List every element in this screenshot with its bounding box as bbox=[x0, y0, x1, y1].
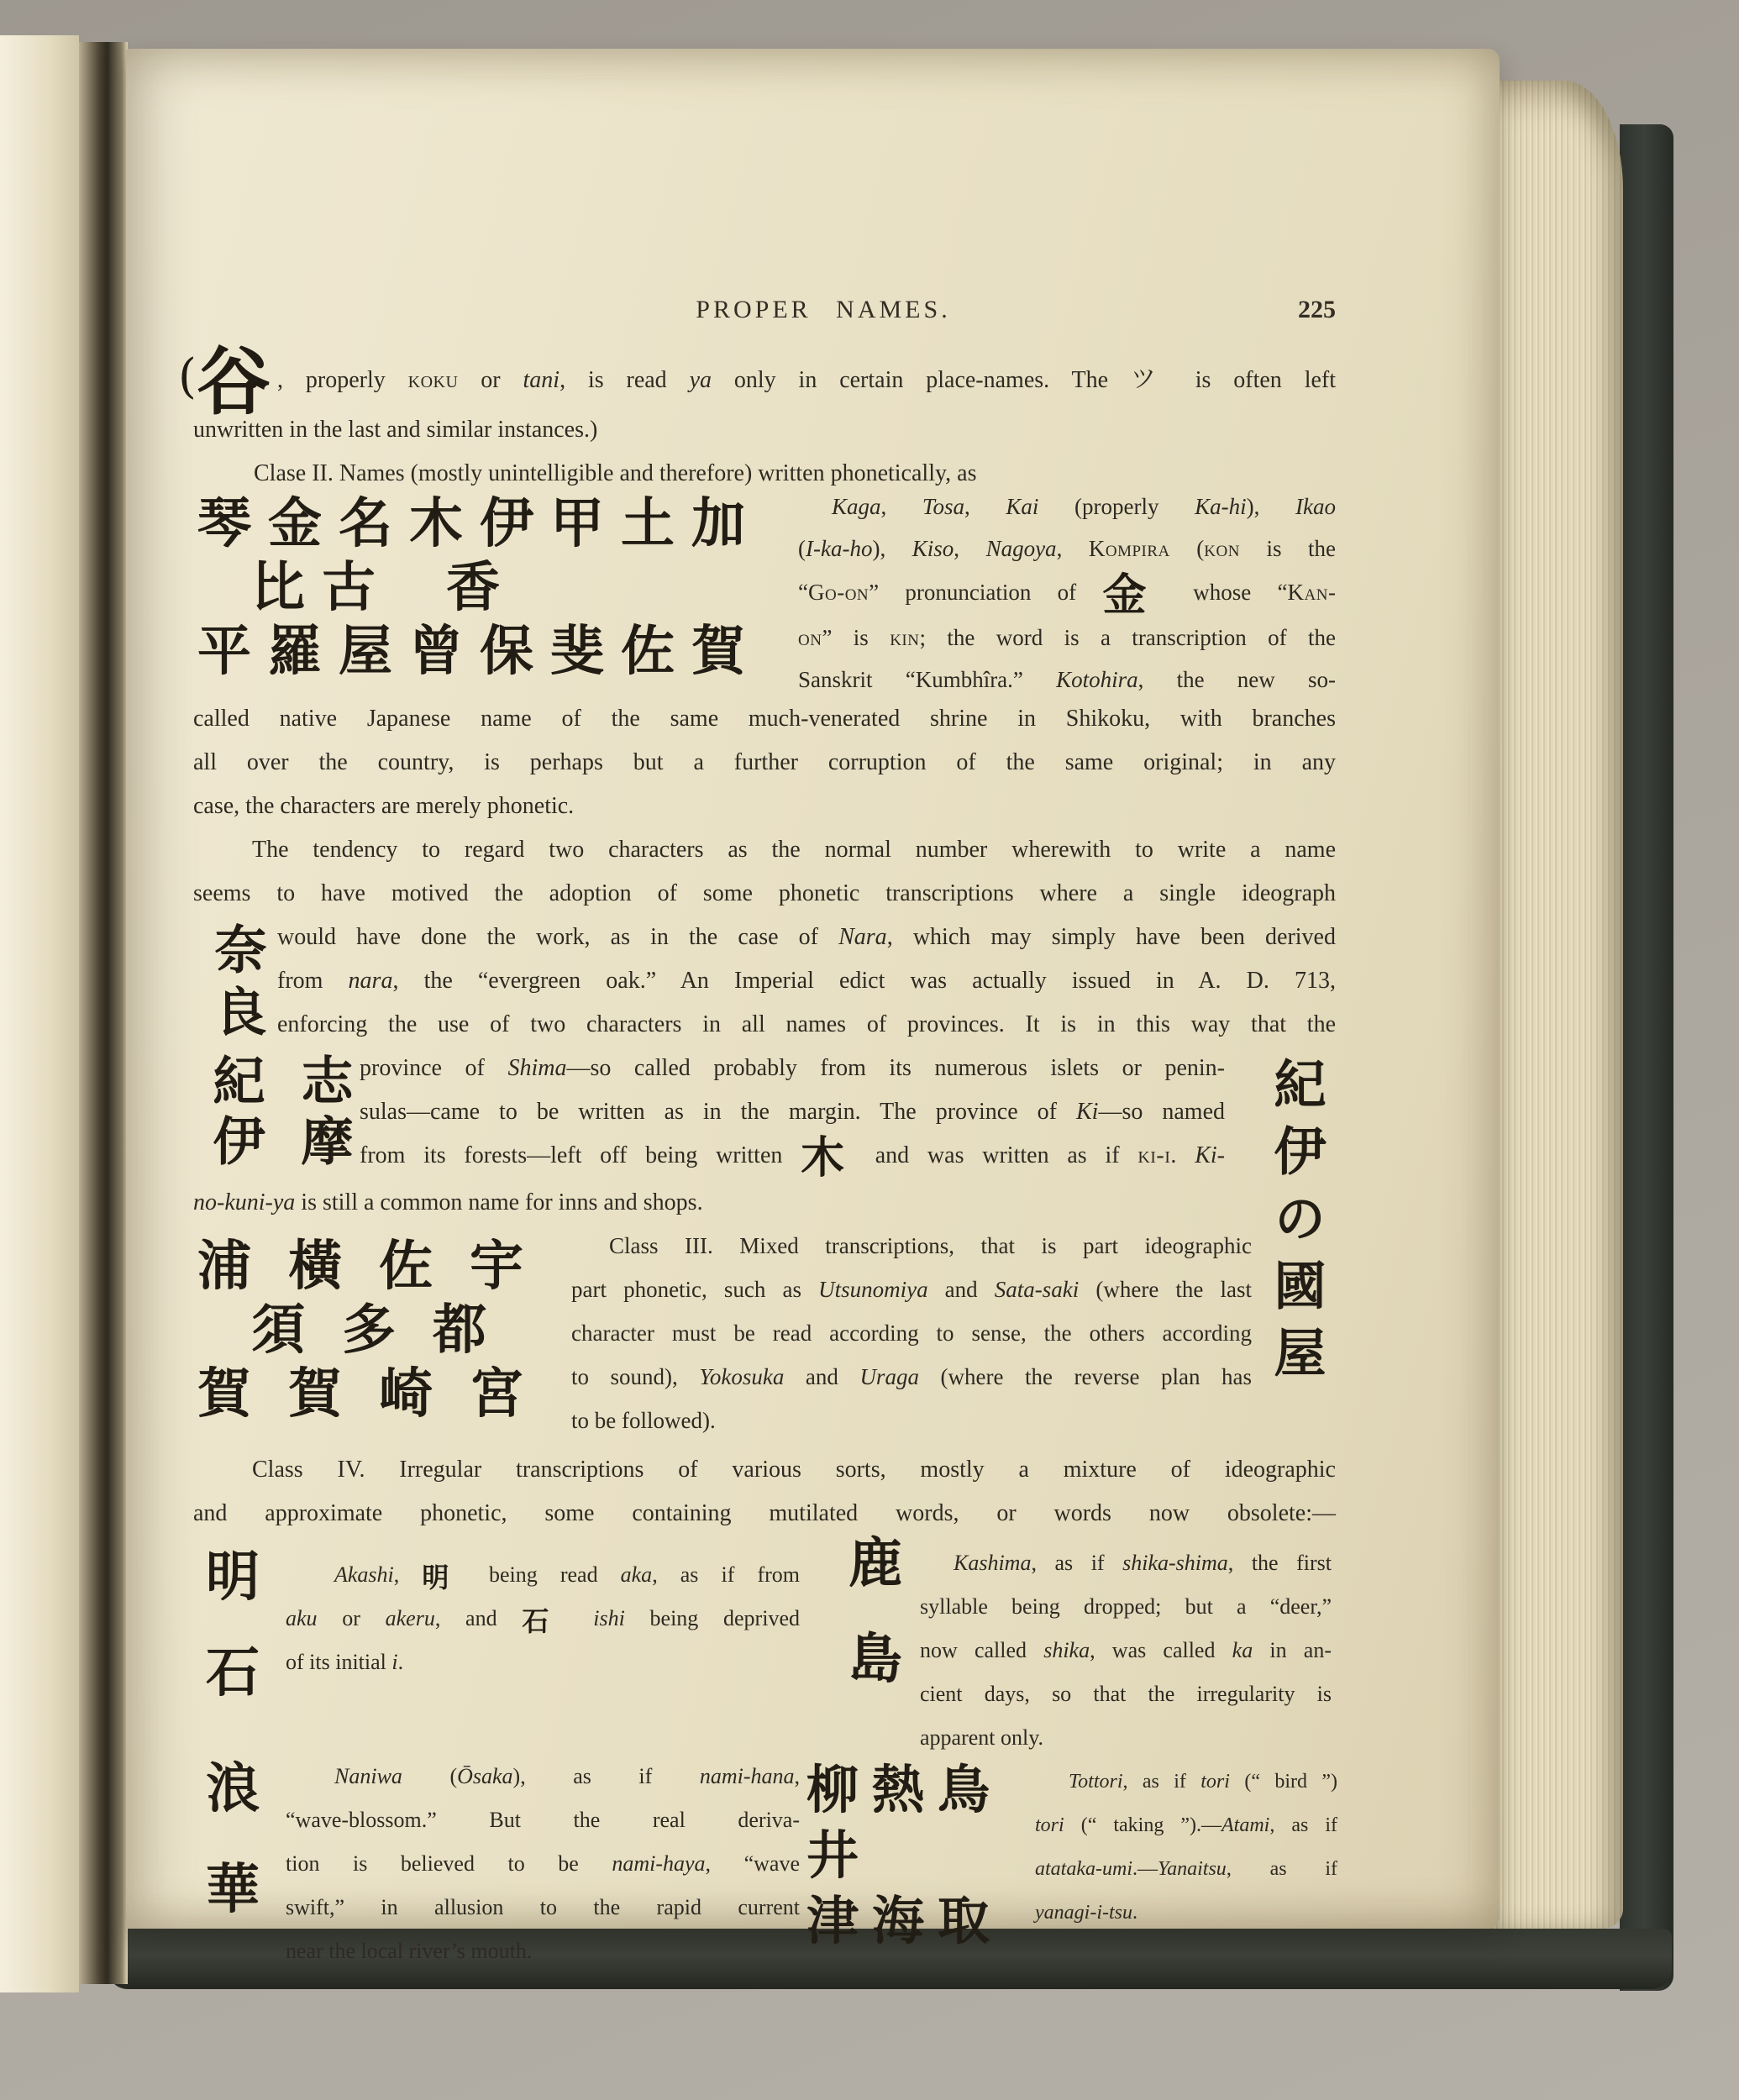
kanji-grid-row: 須多都 bbox=[251, 1299, 523, 1362]
text-line: part phonetic, such as Utsunomiya and Sata-saki (where the last bbox=[571, 1277, 1252, 1302]
class3-kanji-grid bbox=[197, 1235, 560, 1426]
class2-kanji-grid bbox=[197, 492, 762, 684]
text-line: tori (“ taking ”).—Atami, as if bbox=[1035, 1814, 1337, 1836]
text-line: from its forests—left off being written 木 and was written as if ki-i. Ki- bbox=[360, 1132, 1225, 1184]
facing-page-edge bbox=[0, 35, 79, 1992]
margin-kanji-nami: 浪 bbox=[206, 1757, 260, 1820]
kanji-grid-row: 賀賀崎宮 bbox=[197, 1362, 560, 1425]
text-line: called native Japanese name of the same much-venerated shrine in Shikoku, with branches bbox=[193, 706, 1336, 732]
margin-kanji-hana: 華 bbox=[206, 1858, 260, 1921]
book-page bbox=[126, 49, 1500, 1963]
margin-kanji-shima2: 島 bbox=[848, 1628, 902, 1691]
text-line: Sanskrit “Kumbhîra.” Kotohira, the new so- bbox=[798, 667, 1337, 692]
text-line: to sound), Yokosuka and Uraga (where the reverse plan has bbox=[571, 1364, 1253, 1389]
text-line: , properly koku or tani, is read ya only in certain place-names. The ツ is often left bbox=[277, 365, 1337, 394]
book-gutter-shadow bbox=[79, 42, 128, 1984]
text-line: Akashi, 明 being read aka, as if from bbox=[334, 1562, 800, 1593]
text-line: enforcing the use of two characters in all names of provinces. It is in this way that the bbox=[277, 1011, 1336, 1037]
text-line: Kashima, as if shika-shima, the first bbox=[954, 1551, 1332, 1575]
tottori-kanji-grid bbox=[806, 1757, 1003, 1954]
text-line: and approximate phonetic, some containing mutilated words, or words now obsolete:— bbox=[193, 1500, 1336, 1526]
text-line: tion is believed to be nami-haya, “wave bbox=[286, 1851, 800, 1876]
margin-kanji-mei: 明 bbox=[206, 1546, 260, 1609]
text-line: swift,” in allusion to the rapid current bbox=[286, 1895, 800, 1919]
class4-heading-line: Class IV. Irregular transcriptions of various sorts, mostly a mixture of ideographic bbox=[252, 1457, 1336, 1483]
kanji-grid-row: 井 bbox=[806, 1824, 873, 1886]
text-line: cient days, so that the irregularity is bbox=[920, 1682, 1332, 1706]
text-line: no-kuni-ya is still a common name for inns and shops. bbox=[193, 1189, 703, 1215]
margin-kanji-ki-no-kuni-ya: 紀伊の國屋 bbox=[1265, 1057, 1327, 1393]
margin-kanji-nara: 奈良 bbox=[206, 922, 267, 1047]
text-line: now called shika, was called ka in an- bbox=[920, 1638, 1332, 1662]
text-line: “wave-blossom.” But the real deriva- bbox=[286, 1808, 800, 1832]
kanji-tani-glyph: (谷 bbox=[178, 338, 271, 425]
page-number: 225 bbox=[1298, 296, 1336, 323]
running-header: PROPER NAMES. bbox=[696, 296, 951, 323]
text-line: all over the country, is perhaps but a further corruption of the same original; in any bbox=[193, 749, 1336, 775]
text-line: The tendency to regard two characters as the normal number wherewith to write a name bbox=[252, 837, 1336, 863]
kanji-grid-row: 浦橫佐宇 bbox=[197, 1235, 560, 1298]
margin-kanji-shima: 志摩 bbox=[292, 1053, 354, 1174]
text-line: Tottori, as if tori (“ bird ”) bbox=[1069, 1771, 1338, 1793]
text-line: Naniwa (Ōsaka), as if nami-hana, bbox=[334, 1764, 800, 1788]
text-line: apparent only. bbox=[920, 1725, 1044, 1750]
text-line: on” is kin; the word is a transcription of the bbox=[798, 625, 1336, 650]
text-line: case, the characters are merely phonetic. bbox=[193, 793, 575, 819]
text-line: atataka-umi.—Yanaitsu, as if bbox=[1035, 1858, 1337, 1880]
text-line: aku or akeru, and 石 ishi being deprived bbox=[286, 1605, 800, 1637]
text-line: unwritten in the last and similar instances.) bbox=[193, 417, 598, 443]
margin-kanji-ishi: 石 bbox=[206, 1641, 260, 1704]
margin-kanji-kii: 紀伊 bbox=[204, 1053, 265, 1174]
text-line: to be followed). bbox=[571, 1408, 716, 1433]
book-cover-right-edge bbox=[1620, 124, 1673, 1991]
kanji-grid-row: 琴金名木伊甲土加 bbox=[197, 492, 762, 555]
text-line: seems to have motived the adoption of some phonetic transcriptions where a single ideograph bbox=[193, 880, 1336, 906]
text-line: from nara, the “evergreen oak.” An Imperial edict was actually issued in A. D. 713, bbox=[277, 968, 1336, 994]
text-line: of its initial i. bbox=[286, 1650, 404, 1674]
text-line: sulas—came to be written as in the margin. The province of Ki—so named bbox=[360, 1099, 1225, 1125]
page-stack-fore-edge bbox=[1489, 81, 1623, 1929]
margin-kanji-shika: 鹿 bbox=[848, 1532, 902, 1595]
text-line: “Go-on” pronunciation of 金 whose “Kan- bbox=[798, 570, 1336, 621]
kanji-grid-row: 比古 香 bbox=[251, 556, 517, 619]
text-line: syllable being dropped; but a “deer,” bbox=[920, 1594, 1332, 1619]
text-line: (I-ka-ho), Kiso, Nagoya, Kompira (kon is the bbox=[798, 536, 1337, 561]
text-line: would have done the work, as in the case of Nara, which may simply have been derived bbox=[277, 924, 1336, 950]
text-line: near the local river’s mouth. bbox=[286, 1939, 533, 1963]
class3-heading-line: Class III. Mixed transcriptions, that is part ideographic bbox=[609, 1233, 1252, 1258]
kanji-grid-row: 柳熱鳥 bbox=[806, 1759, 1004, 1820]
text-line: yanagi-i-tsu. bbox=[1035, 1902, 1137, 1924]
kanji-grid-row: 津海取 bbox=[806, 1890, 1004, 1951]
text-line: province of Shima—so called probably from its numerous islets or penin- bbox=[360, 1055, 1225, 1081]
text-line: Kaga, Tosa, Kai (properly Ka-hi), Ikao bbox=[832, 494, 1336, 519]
kanji-grid-row: 平羅屋曾保斐佐賀 bbox=[197, 620, 762, 683]
text-line: character must be read according to sense, the others according bbox=[571, 1320, 1252, 1346]
class2-heading: Clase II. Names (mostly unintelligible and therefore) written phonetically, as bbox=[254, 460, 977, 486]
